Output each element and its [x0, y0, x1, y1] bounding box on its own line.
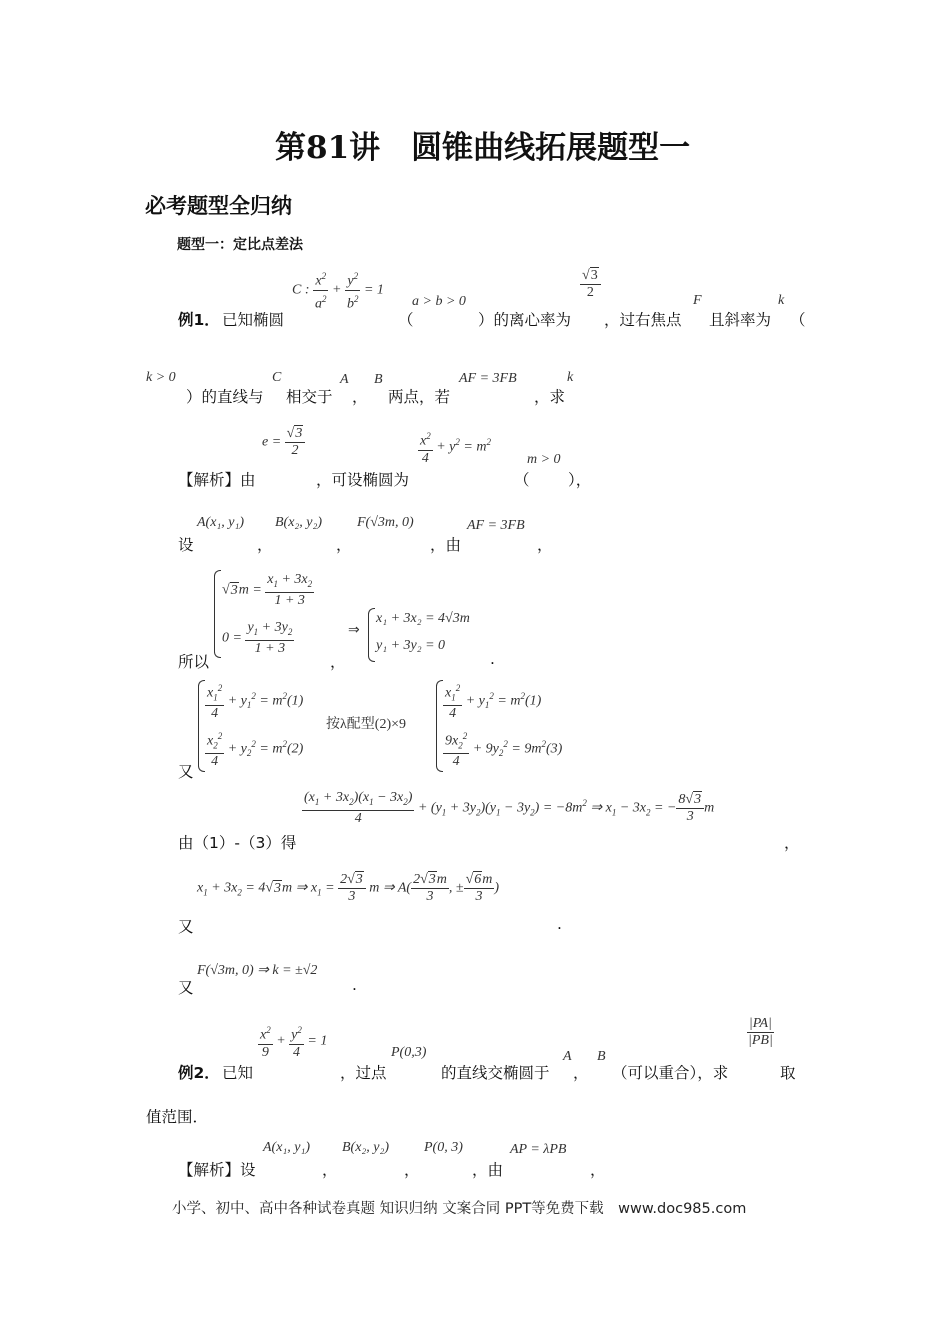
page-title: 第81讲 圆锥曲线拓展题型一 [275, 130, 691, 166]
sol1-open: （ [514, 471, 530, 489]
sol1-system-3b: $\frac{x_2^2}{4}$ + $y_2^2 = m^2(2)$ [205, 728, 303, 770]
ex1-open-paren-2: （ [790, 311, 806, 329]
ex2-ellipse: $\frac{x^2}{9}$ + $\frac{y^2}{4}$ = 1 [258, 1022, 327, 1061]
sol1-vector: AF = 3FB [467, 518, 525, 533]
ex1-text-7: 两点，若 [388, 388, 451, 406]
ex2-text-6: 值范围． [146, 1108, 209, 1126]
page-footer: 小学、初中、高中各种试卷真题 知识归纳 文案合同 PPT等免费下载 www.doc985.com [172, 1201, 747, 1217]
sol2-vector: AP = λPB [510, 1142, 567, 1157]
ex2-text-5: 取 [780, 1064, 796, 1082]
ex1-open-paren: （ [398, 311, 414, 329]
sol1-you-4: 又 [178, 979, 194, 997]
sol1-you: ，由 [430, 536, 462, 554]
ex1-text-5: ）的直线与 [186, 388, 264, 406]
sol2-comma-3: ， [590, 1161, 606, 1179]
sol1-you-de: 由（1）-（3）得 [178, 834, 297, 852]
sol1-comma-1: ， [257, 536, 273, 554]
ex2-point-P: P(0,3) [391, 1045, 427, 1060]
ex1-k: k [778, 293, 785, 308]
ex1-condition: a > b > 0 [412, 294, 466, 309]
sol1-x1-equation: $x_1 + 3x_2 = 4√3m$ ⇒ $x_1$ = $\frac{2√3}{3}$ m ⇒ A( $\frac{2√3m}{3}$ , ± $\frac{√6m}{3}$ ) [197, 872, 500, 904]
sol2-comma-1: ， [322, 1161, 338, 1179]
ex2-text-1: 已知 [222, 1064, 254, 1082]
type-heading: 题型一：定比点差法 [177, 237, 303, 253]
sol1-system-4b: $\frac{9x_2^2}{4}$ + $9y_2^2 = 9m^2(3)$ [443, 728, 562, 770]
sol1-comma-4: ， [330, 653, 346, 671]
ex2-text-4: （可以重合），求 [612, 1064, 729, 1082]
sol1-you-3: 又 [178, 918, 194, 936]
sol2-comma-2: ， [404, 1161, 420, 1179]
sol1-period-1: . [490, 650, 495, 668]
ex1-text-2: ）的离心率为 [478, 311, 572, 329]
sol1-m-condition: m > 0 [527, 452, 561, 467]
sol1-close: ）， [568, 471, 592, 489]
sol1-she: 设 [178, 536, 194, 554]
sol1-period-3: . [352, 976, 357, 994]
ex1-C: C [272, 370, 282, 385]
sol2-point-P: P(0, 3) [424, 1140, 463, 1155]
sol1-period-2: . [557, 915, 562, 933]
sol1-suoyi: 所以 [178, 653, 210, 671]
sol1-brace-1 [214, 570, 221, 658]
sol1-label: 【解析】由 [178, 471, 256, 489]
ex1-B: B [374, 372, 383, 387]
ex1-text-1: 已知椭圆 [222, 311, 285, 329]
ex2-A: A [563, 1049, 572, 1064]
sol1-system-2b: y₁ + 3y₂ = 0 [376, 638, 446, 653]
sol1-brace-4 [436, 680, 443, 772]
sol1-implies-1: ⇒ [348, 623, 360, 638]
example-1-label: 例1． [178, 311, 220, 329]
example-2-label: 例2． [178, 1064, 220, 1082]
sol1-system-3a: $\frac{x_1^2}{4}$ + $y_1^2 = m^2(1)$ [205, 680, 303, 722]
sol1-system-1a: √3m = $\frac{x_1 + 3x_2}{1 + 3}$ [222, 572, 313, 608]
sol1-point-F: F(√3m, 0) [357, 515, 414, 530]
sol1-system-1b: 0 = $\frac{y_1 + 3y_2}{1 + 3}$ [222, 620, 293, 656]
ex2-B: B [597, 1049, 606, 1064]
sol1-comma-3: ， [537, 536, 553, 554]
sol1-long-equation: $\frac{(x_1 + 3x_2)(x_1 - 3x_2)}{4}$ + $(y_1 + 3y_2)(y_1 - 3y_2) = -8m^2$ ⇒ $x_1 - 3x_2$ = − $\frac{8√3}{3}$ m [304, 790, 715, 826]
sol1-point-B: B(x₂, y₂) [275, 515, 323, 530]
ex2-text-3: 的直线交椭圆于 [441, 1064, 550, 1082]
ex1-text-4: 且斜率为 [709, 311, 772, 329]
ex1-ellipse-equation: C : $\frac{x^2}{a^2}$ + $\frac{y^2}{b^2}$ = 1 [292, 268, 384, 312]
sol1-k-result: F(√3m, 0) ⇒ k = ±√2 [197, 963, 318, 978]
sol1-you-2: 又 [178, 763, 194, 781]
ex2-ratio: $\frac{|PA|}{|PB|}$ [748, 1016, 773, 1048]
ex1-comma: ， [352, 388, 368, 406]
sol2-you: ，由 [472, 1161, 504, 1179]
ex1-A: A [340, 372, 349, 387]
ex2-text-2: ，过点 [340, 1064, 387, 1082]
ex1-text-3: ，过右焦点 [604, 311, 682, 329]
sol1-comma-5: ， [784, 834, 800, 852]
ex1-F: F [693, 293, 702, 308]
sol1-ellipse: $\frac{x^2}{4}$ + $y^2 = m^2$ [418, 428, 491, 467]
sol1-text-1: ，可设椭圆为 [316, 471, 410, 489]
sol1-lambda-step: 按λ配型(2)×9 [326, 717, 407, 732]
sol1-system-4a: $\frac{x_1^2}{4}$ + $y_1^2 = m^2(1)$ [443, 680, 541, 722]
sol2-point-A: A(x₁, y₁) [263, 1140, 311, 1155]
sol1-comma-2: ， [336, 536, 352, 554]
ex1-k-2: k [567, 370, 574, 385]
ex2-comma: ， [573, 1064, 589, 1082]
sol1-system-2a: x₁ + 3x₂ = 4√3m [376, 611, 470, 626]
sol1-brace-2 [368, 608, 375, 662]
ex1-vector-relation: AF = 3FB [459, 371, 517, 386]
ex1-text-6: 相交于 [286, 388, 333, 406]
section-heading: 必考题型全归纳 [145, 194, 292, 218]
sol1-brace-3 [198, 680, 205, 772]
sol1-point-A: A(x₁, y₁) [197, 515, 245, 530]
ex1-text-8: ，求 [534, 388, 566, 406]
sol1-eccentricity: e = $\frac{√3}{2}$ [262, 426, 305, 459]
sol2-point-B: B(x₂, y₂) [342, 1140, 390, 1155]
ex1-k-condition: k > 0 [146, 370, 176, 385]
sol2-label: 【解析】设 [178, 1161, 256, 1179]
ex1-eccentricity: $\frac{√3}{2}$ [580, 268, 601, 301]
